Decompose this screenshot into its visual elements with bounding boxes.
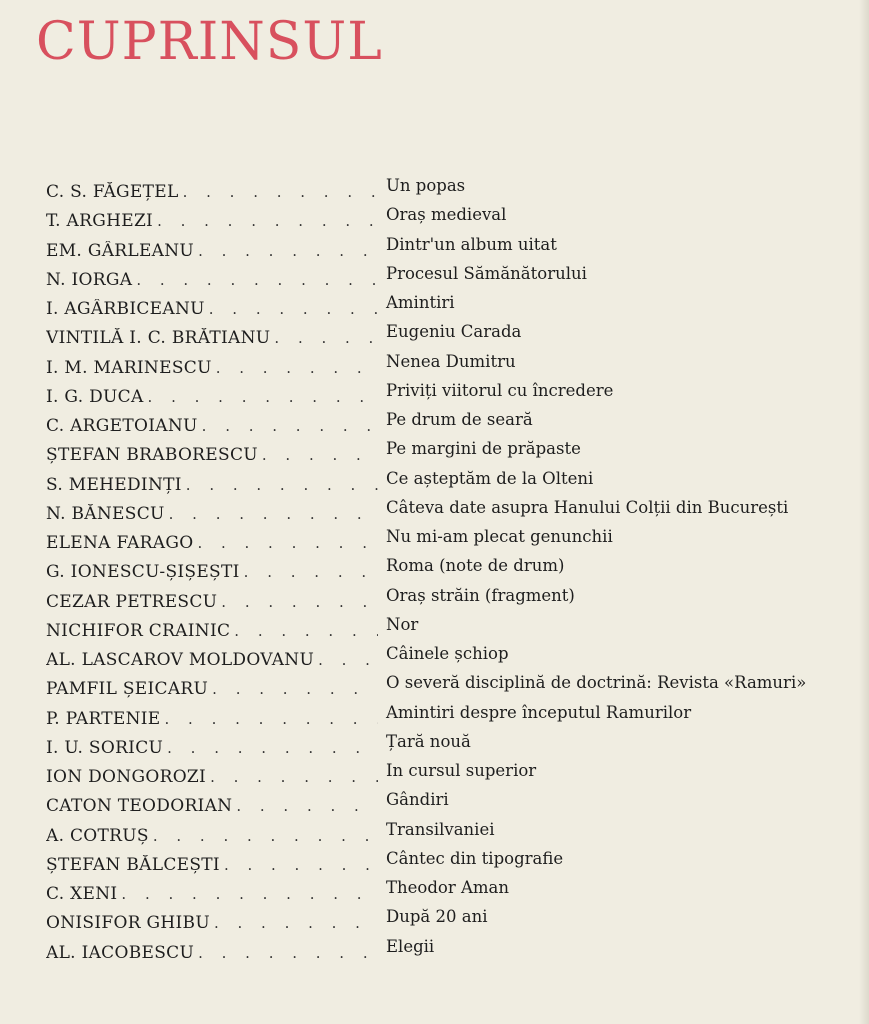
toc-author bbox=[46, 826, 378, 846]
dot-leader bbox=[183, 183, 378, 201]
toc-entry bbox=[46, 322, 846, 351]
dot-leader bbox=[244, 563, 378, 581]
toc-entry bbox=[46, 498, 846, 527]
work-title: Procesul Sămănătorului bbox=[386, 263, 587, 283]
dot-leader bbox=[212, 680, 378, 698]
author-name: P. PARTENIE bbox=[46, 708, 161, 729]
dot-leader bbox=[318, 651, 378, 669]
work-title: Elegii bbox=[386, 936, 435, 956]
toc-entry bbox=[46, 264, 846, 293]
toc-entry bbox=[46, 907, 846, 936]
dot-leader bbox=[262, 446, 378, 464]
dot-leader bbox=[136, 271, 378, 289]
work-title: Priviți viitorul cu încredere bbox=[386, 380, 614, 400]
work-title: Dintr'un album uitat bbox=[386, 234, 557, 254]
toc-entry bbox=[46, 878, 846, 907]
toc-author bbox=[46, 445, 378, 465]
author-name: PAMFIL ȘEICARU bbox=[46, 679, 209, 700]
author-name: G. IONESCU-ȘIȘEȘTI bbox=[46, 562, 240, 583]
toc-author bbox=[46, 328, 378, 348]
toc-author bbox=[46, 299, 378, 319]
author-name: C. ARGETOIANU bbox=[46, 416, 198, 436]
author-name: EM. GÂRLEANU bbox=[46, 240, 195, 261]
toc-author bbox=[46, 533, 378, 553]
work-title: Roma (note de drum) bbox=[386, 556, 565, 576]
author-name: I. G. DUCA bbox=[46, 386, 144, 407]
author-name: ȘTEFAN BĂLCEȘTI bbox=[46, 854, 220, 875]
author-name: C. S. FĂGEȚEL bbox=[46, 182, 179, 202]
work-title: Pe margini de prăpaste bbox=[386, 439, 581, 459]
work-title: Câinele șchiop bbox=[386, 644, 509, 663]
toc-entry bbox=[46, 732, 846, 761]
table-of-contents bbox=[46, 176, 846, 966]
work-title: Nor bbox=[386, 614, 419, 634]
dot-leader bbox=[234, 622, 378, 640]
toc-author bbox=[46, 913, 378, 933]
author-name: N. IORGA bbox=[46, 269, 133, 290]
work-title: Pe drum de seară bbox=[386, 410, 533, 429]
toc-author bbox=[46, 592, 378, 612]
dot-leader bbox=[186, 476, 378, 494]
work-title: Ce așteptăm de la Olteni bbox=[386, 468, 594, 488]
toc-entry bbox=[46, 527, 846, 556]
toc-list bbox=[46, 176, 846, 966]
dot-leader bbox=[216, 359, 378, 377]
work-title: Nenea Dumitru bbox=[386, 351, 516, 371]
dot-leader bbox=[153, 827, 378, 845]
toc-author bbox=[46, 884, 378, 904]
work-title: Theodor Aman bbox=[386, 878, 509, 897]
dot-leader bbox=[157, 212, 378, 230]
toc-entry bbox=[46, 673, 846, 702]
toc-entry bbox=[46, 615, 846, 644]
toc-entry bbox=[46, 439, 846, 468]
author-name: A. COTRUȘ bbox=[46, 825, 149, 846]
dot-leader bbox=[121, 885, 378, 903]
toc-author bbox=[46, 679, 378, 699]
toc-entry bbox=[46, 293, 846, 322]
toc-entry bbox=[46, 469, 846, 498]
toc-author bbox=[46, 358, 378, 378]
work-title: Un popas bbox=[386, 176, 466, 195]
author-name: VINTILĂ I. C. BRĂTIANU bbox=[46, 328, 271, 349]
toc-entry bbox=[46, 761, 846, 790]
toc-entry bbox=[46, 205, 846, 234]
toc-author bbox=[46, 211, 378, 231]
author-name: ELENA FARAGO bbox=[46, 533, 194, 553]
toc-entry bbox=[46, 790, 846, 819]
dot-leader bbox=[209, 300, 378, 318]
author-name: S. MEHEDINȚI bbox=[46, 474, 182, 495]
work-title: In cursul superior bbox=[386, 761, 537, 780]
dot-leader bbox=[169, 505, 378, 523]
toc-author bbox=[46, 943, 378, 963]
dot-leader bbox=[221, 593, 378, 611]
toc-entry bbox=[46, 352, 846, 381]
toc-author bbox=[46, 475, 378, 495]
toc-entry bbox=[46, 235, 846, 264]
dot-leader bbox=[202, 417, 378, 435]
toc-author bbox=[46, 855, 378, 875]
dot-leader bbox=[165, 710, 378, 728]
work-title: După 20 ani bbox=[386, 907, 488, 927]
toc-author bbox=[46, 562, 378, 582]
work-title: Nu mi-am plecat genunchii bbox=[386, 527, 613, 546]
dot-leader bbox=[198, 242, 378, 260]
toc-entry bbox=[46, 849, 846, 878]
dot-leader bbox=[148, 388, 378, 406]
page-title: CUPRINSUL bbox=[36, 12, 383, 72]
toc-author bbox=[46, 650, 378, 670]
toc-author bbox=[46, 387, 378, 407]
work-title: Câteva date asupra Hanului Colții din București bbox=[386, 497, 789, 517]
author-name: C. XENI bbox=[46, 884, 118, 904]
author-name: AL. LASCAROV MOLDOVANU bbox=[46, 650, 315, 670]
toc-author bbox=[46, 416, 378, 436]
author-name: ION DONGOROZI bbox=[46, 767, 207, 787]
toc-author bbox=[46, 738, 378, 758]
dot-leader bbox=[274, 329, 378, 347]
work-title: Cântec din tipografie bbox=[386, 848, 564, 868]
author-name: NICHIFOR CRAINIC bbox=[46, 620, 231, 641]
work-title: Transilvaniei bbox=[386, 819, 495, 839]
work-title: Amintiri despre începutul Ramurilor bbox=[386, 702, 692, 722]
work-title: Gândiri bbox=[386, 790, 449, 810]
toc-author bbox=[46, 767, 378, 787]
toc-author bbox=[46, 270, 378, 290]
author-name: CEZAR PETRESCU bbox=[46, 591, 218, 612]
toc-entry bbox=[46, 586, 846, 615]
toc-author bbox=[46, 241, 378, 261]
work-title: Oraș medieval bbox=[386, 205, 507, 225]
toc-entry bbox=[46, 176, 846, 205]
author-name: I. M. MARINESCU bbox=[46, 357, 212, 378]
dot-leader bbox=[198, 944, 378, 962]
toc-entry bbox=[46, 703, 846, 732]
toc-entry bbox=[46, 937, 846, 966]
author-name: I. AGÂRBICEANU bbox=[46, 299, 205, 319]
dot-leader bbox=[214, 914, 378, 932]
toc-author bbox=[46, 709, 378, 729]
work-title: Amintiri bbox=[386, 293, 455, 312]
work-title: Eugeniu Carada bbox=[386, 322, 522, 342]
author-name: CATON TEODORIAN bbox=[46, 796, 233, 817]
author-name: T. ARGHEZI bbox=[46, 211, 154, 232]
dot-leader bbox=[197, 534, 378, 552]
toc-author bbox=[46, 796, 378, 816]
author-name: I. U. SORICU bbox=[46, 737, 164, 758]
work-title: O severă disciplină de doctrină: Revista «Ramuri» bbox=[386, 673, 807, 693]
toc-entry bbox=[46, 644, 846, 673]
author-name: ȘTEFAN BRABORESCU bbox=[46, 445, 258, 466]
dot-leader bbox=[210, 768, 378, 786]
toc-entry bbox=[46, 381, 846, 410]
dot-leader bbox=[224, 856, 378, 874]
author-name: N. BĂNESCU bbox=[46, 503, 165, 524]
toc-author bbox=[46, 182, 378, 202]
author-name: ONISIFOR GHIBU bbox=[46, 913, 210, 934]
dot-leader bbox=[236, 797, 378, 815]
toc-author bbox=[46, 504, 378, 524]
work-title: Oraș străin (fragment) bbox=[386, 585, 575, 605]
author-name: AL. IACOBESCU bbox=[46, 942, 195, 963]
toc-entry bbox=[46, 410, 846, 439]
toc-entry bbox=[46, 556, 846, 585]
toc-author bbox=[46, 621, 378, 641]
toc-entry bbox=[46, 820, 846, 849]
page-edge-shadow bbox=[859, 0, 869, 1024]
dot-leader bbox=[167, 739, 378, 757]
work-title: Țară nouă bbox=[386, 731, 471, 751]
